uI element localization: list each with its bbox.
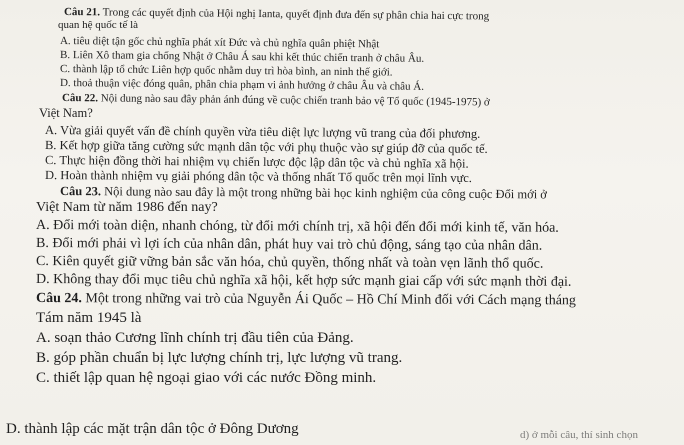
q23-option-b: B. Đổi mới phải vì lợi ích của nhân dân, phát huy vai trò chủ động, sáng tạo của nhân dân. xyxy=(35,236,543,254)
q21-stem-line2: quan hệ quốc tế là xyxy=(58,19,139,31)
q22-option-a: A. Vừa giải quyết vấn đề chính quyền vừa tiêu diệt lực lượng vũ trang của đối phương. xyxy=(44,123,481,141)
q24-stem-text: Một trong những vai trò của Nguyễn Ái Quốc – Hồ Chí Minh đối với Cách mạng tháng xyxy=(85,291,576,309)
q22-stem-line2: Việt Nam? xyxy=(39,106,93,120)
q23-stem-text: Nội dung nào sau đây là một trong những bài học kinh nghiệm của công cuộc Đổi mới ở xyxy=(104,184,547,202)
q21-option-a: A. tiêu diệt tận gốc chủ nghĩa phát xít Đức và chủ nghĩa quân phiệt Nhật xyxy=(59,35,380,51)
q22-stem-text: Nội dung nào sau đây phản ánh đúng về cuộc chiến tranh bảo vệ Tổ quốc (1945-1975) ở xyxy=(100,92,490,109)
q21-label: Câu 21. xyxy=(63,6,101,19)
q22-option-b: B. Kết hợp giữa tăng cường sức mạnh dân tộc với phụ thuộc vào sự giúp đỡ của quốc tế. xyxy=(44,138,488,156)
q22-stem-line1 xyxy=(62,93,490,109)
q24-option-b: B. góp phần chuẩn bị lực lượng chính trị, lực lượng vũ trang. xyxy=(36,350,403,366)
q21-option-b: B. Liên Xô tham gia chống Nhật ở Châu Á sau khi kết thúc chiến tranh ở châu Âu. xyxy=(59,49,425,65)
q21-option-d: D. thoả thuận việc đóng quân, phân chia phạm vi ảnh hưởng ở châu Âu và châu Á. xyxy=(59,77,425,93)
q24-option-c: C. thiết lập quan hệ ngoại giao với các nước Đồng minh. xyxy=(36,370,377,386)
q22-label: Câu 22. xyxy=(61,92,99,105)
q24-option-a: A. soạn thảo Cương lĩnh chính trị đầu tiên của Đảng. xyxy=(36,330,354,346)
q24-option-d: D. thành lập các mặt trận dân tộc ở Đông Dương xyxy=(6,421,299,437)
q22-option-d: D. Hoàn thành nhiệm vụ giải phóng dân tộc và thống nhất Tổ quốc trên mọi lĩnh vực. xyxy=(44,168,472,185)
q23-stem-line2: Việt Nam từ năm 1986 đến nay? xyxy=(36,200,218,215)
q24-stem-line2: Tám năm 1945 là xyxy=(36,310,142,326)
q23-option-c: C. Kiên quyết giữ vững bản sắc văn hóa, chủ quyền, thống nhất và toàn vẹn lãnh thổ quốc. xyxy=(35,254,544,272)
q24-stem-line1 xyxy=(36,292,576,309)
q21-stem-text: Trong các quyết định của Hội nghị Ianta, quyết định đưa đến sự phân chia hai cực trong xyxy=(102,6,490,23)
q23-option-d: D. Không thay đổi mục tiêu chủ nghĩa xã hội, kết hợp sức mạnh giai cấp với sức mạnh thời đại. xyxy=(35,272,572,290)
q22-option-c: C. Thực hiện đồng thời hai nhiệm vụ chiến lược độc lập dân tộc và chủ nghĩa xã hội. xyxy=(44,153,469,171)
q21-option-c: C. thành lập tổ chức Liên hợp quốc nhằm duy trì hòa bình, an ninh thế giới. xyxy=(59,63,393,79)
q23-option-a: A. Đổi mới toàn diện, nhanh chóng, từ đổi mới chính trị, xã hội đến đổi mới kinh tế, văn hóa. xyxy=(35,218,559,236)
q23-label: Câu 23. xyxy=(59,184,102,199)
next-section-fragment: d) ở mỗi câu, thí sinh chọn xyxy=(520,429,638,441)
q24-label: Câu 24. xyxy=(35,291,82,307)
